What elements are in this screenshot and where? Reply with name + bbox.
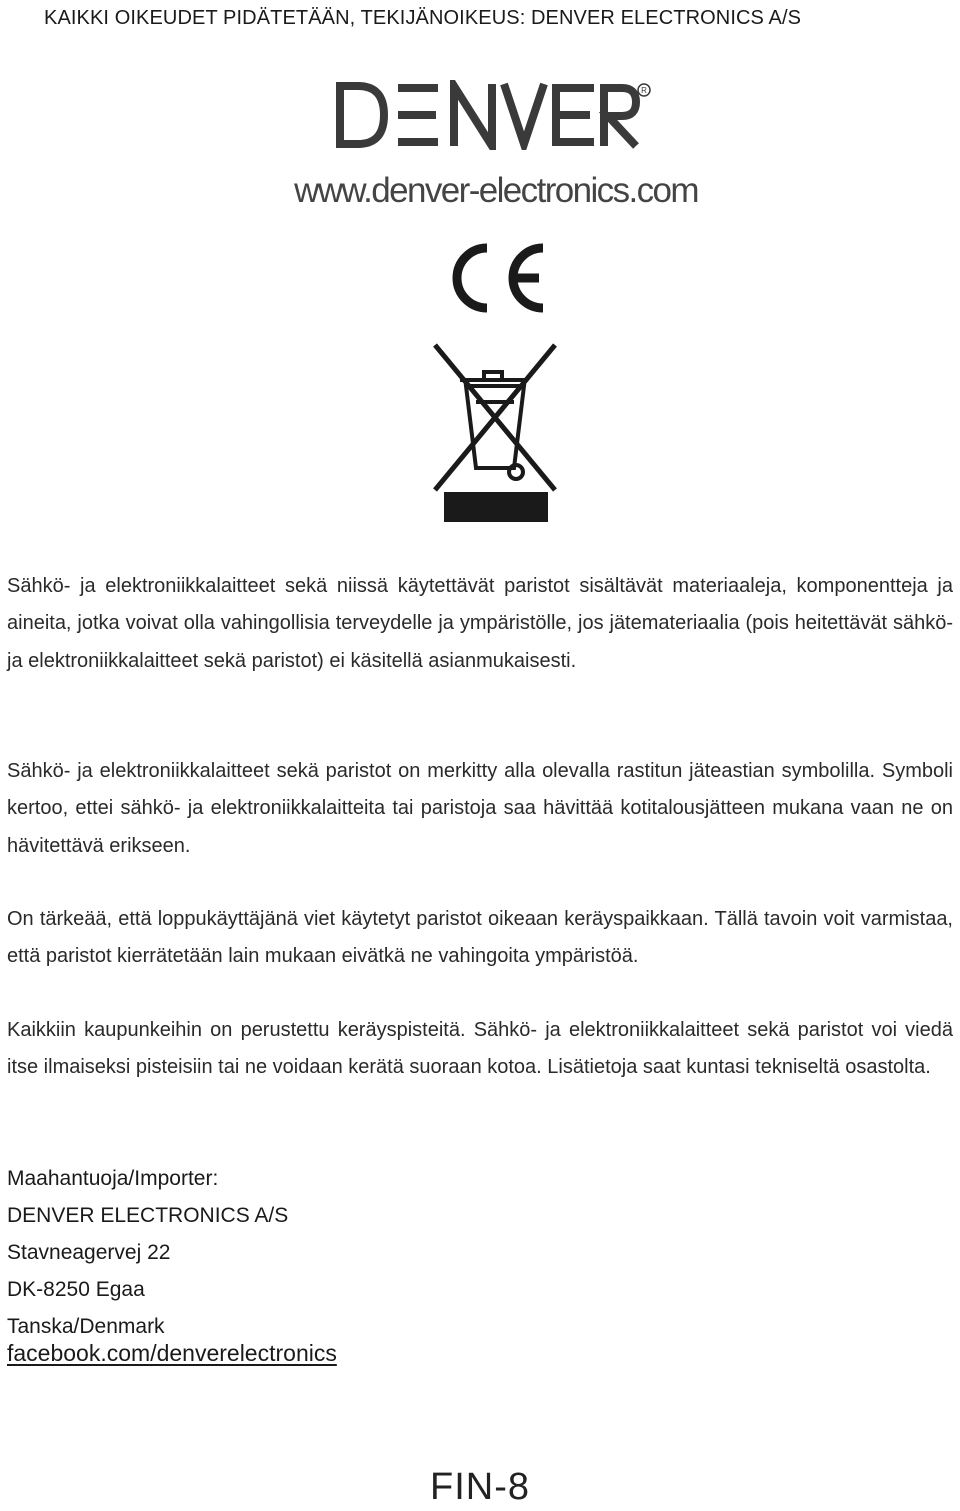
- paragraph-collection-point: On tärkeää, että loppukäyttäjänä viet käytetyt paristot oikeaan keräyspaikkaan. Tällä tavoin voit varmistaa, että paristot kierrätetään lain mukaan eivätkä ne vahingoita ympäristöä.: [7, 908, 953, 968]
- crossed-out-wheelie-bin-icon: [430, 340, 560, 530]
- website-url: www.denver-electronics.com: [294, 171, 698, 210]
- paragraph-municipal-collection: Kaikkiin kaupunkeihin on perustettu keräyspisteitä. Sähkö- ja elektroniikkalaitteet sekä paristot voi viedä itse ilmaiseksi pisteisiin tai ne voidaan kerätä suoraan kotoa. Lisätietoja saat kuntasi tekniseltä osastolta.: [7, 1019, 953, 1079]
- svg-text:R: R: [641, 86, 647, 95]
- ce-mark-icon: [443, 240, 551, 316]
- copyright-notice: KAIKKI OIKEUDET PIDÄTETÄÄN, TEKIJÄNOIKEUS: DENVER ELECTRONICS A/S: [44, 7, 802, 29]
- importer-company: DENVER ELECTRONICS A/S: [7, 1204, 289, 1227]
- facebook-link[interactable]: facebook.com/denverelectronics: [7, 1340, 337, 1366]
- page-number: FIN-8: [430, 1466, 530, 1508]
- importer-country: Tanska/Denmark: [7, 1315, 165, 1338]
- importer-address: [7, 1160, 288, 1345]
- importer-label: Maahantuoja/Importer:: [7, 1167, 219, 1190]
- paragraph-bin-symbol: Sähkö- ja elektroniikkalaitteet sekä paristot on merkitty alla olevalla rastitun jäteastian symbolilla. Symboli kertoo, ettei sähkö- ja elektroniikkalaitteita tai paristoja saa hävittää kotitalousjätteen mukana vaan ne on hävitettävä erikseen.: [7, 760, 953, 857]
- paragraph-hazardous-materials: Sähkö- ja elektroniikkalaitteet sekä niissä käytettävät paristot sisältävät materiaaleja, komponentteja ja aineita, jotka voivat olla vahingollisia terveydelle ja ympäristölle, jos jätemateriaalia (pois heitettävät sähkö- ja elektroniikkalaitteet sekä paristot) ei käsitellä asianmukaisesti.: [7, 575, 953, 672]
- importer-city: DK-8250 Egaa: [7, 1278, 145, 1301]
- denver-logo: [332, 80, 652, 150]
- importer-street: Stavneagervej 22: [7, 1241, 171, 1264]
